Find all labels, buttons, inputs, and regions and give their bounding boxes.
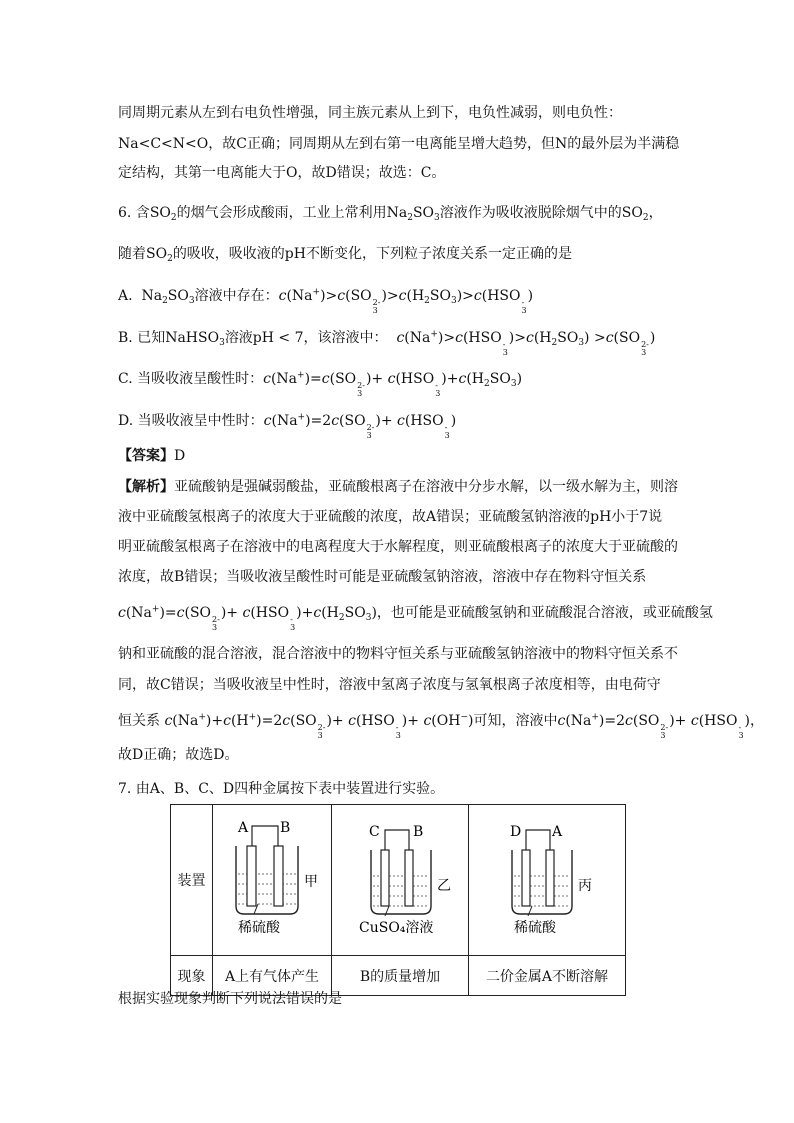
q7-stem: 7. 由A、B、C、D四种金属按下表中装置进行实验。 bbox=[118, 781, 445, 797]
q6-analysis-line-3: 明亚硫酸氢根离子在溶液中的电离程度大于水解程度，则亚硫酸根离子的浓度大于亚硫酸的 bbox=[118, 539, 678, 555]
solution-label: 稀硫酸 bbox=[514, 920, 556, 936]
prev-tail-line-2: Na<C<N<O，故C正确；同周期从左到右第一电离能呈增大趋势，但N的最外层为半满稳 bbox=[118, 136, 680, 152]
beaker-diagram-3 bbox=[470, 806, 624, 954]
q6-analysis-line-6: 钠和亚硫酸的混合溶液，混合溶液中的物料守恒关系与亚硫酸氢钠溶液中的物料守恒关系不 bbox=[118, 646, 678, 662]
q6-option-d: D. 当吸收液呈中性时：c(Na+)=2c(SO 2- 3 )+ c(HSO - 3 ) bbox=[118, 412, 457, 440]
q6-option-c: C. 当吸收液呈酸性时：c(Na+)=c(SO 2- 3 )+ c(HSO - 3 )$+c(H_2SO_3)$ bbox=[118, 370, 523, 398]
phenomenon-cell-3: 二价金属A不断溶解 bbox=[469, 956, 626, 996]
q6-analysis-line-1: 【解析】亚硫酸钠是强碱弱酸盐，亚硫酸根离子在溶液中分步水解，以一级水解为主，则溶 bbox=[118, 479, 678, 495]
q6-option-a: A. $Na_2SO_3$溶液中存在：c(Na+)>c(SO 2- 3 )$>c(H_2SO_3)>c(HSO$ - 3 ) bbox=[118, 287, 534, 315]
apparatus-name: 甲 bbox=[304, 874, 318, 890]
electrode-label-right: A bbox=[552, 824, 563, 840]
q7-experiment-table bbox=[170, 804, 626, 996]
apparatus-cell-2 bbox=[332, 805, 469, 956]
electrode-label-right: B bbox=[413, 824, 424, 840]
apparatus-name: 乙 bbox=[437, 878, 451, 894]
q6-analysis-line-8: 恒关系 c(Na+)+c(H+)=2c(SO 2- 3 )+ c(HSO - 3 )+ c(OH−)可知，溶液中c(Na+)=2c(SO 2- 3 )+ c(HSO - 3 )， bbox=[118, 712, 765, 740]
q6-answer: 【答案】D bbox=[118, 448, 186, 464]
phenomenon-cell-1: A上有气体产生 bbox=[213, 956, 332, 996]
q6-stem-line-2: 随着$SO_2$的吸收，吸收液的pH不断变化，下列粒子浓度关系一定正确的是 bbox=[118, 246, 572, 264]
electrode-label-right: B bbox=[280, 820, 291, 836]
row-header-apparatus: 装置 bbox=[171, 805, 213, 956]
q6-analysis-line-7: 同，故C错误；当吸收液呈中性时，溶液中氢离子浓度与氢氧根离子浓度相等，由电荷守 bbox=[118, 677, 661, 693]
q6-stem-line-1: 6. 含$SO_2$的烟气会形成酸雨，工业上常利用$Na_2SO_3$溶液作为吸收液脱除烟气中的$SO_2$， bbox=[118, 205, 663, 223]
q7-question: 根据实验现象判断下列说法错误的是 bbox=[118, 991, 342, 1007]
apparatus-cell-1 bbox=[213, 805, 332, 956]
prev-tail-line-1: 同周期元素从左到右电负性增强，同主族元素从上到下，电负性减弱，则电负性： bbox=[118, 105, 622, 121]
table-row-apparatus bbox=[171, 805, 626, 956]
electrode-label-left: A bbox=[238, 820, 249, 836]
prev-tail-line-3: 定结构，其第一电离能大于O，故D错误；故选：C。 bbox=[118, 165, 446, 181]
beaker-diagram-2 bbox=[333, 806, 467, 954]
apparatus-name: 丙 bbox=[578, 878, 592, 894]
row-header-phenomena: 现象 bbox=[171, 956, 213, 996]
solution-label: CuSO₄溶液 bbox=[359, 920, 434, 936]
q6-analysis-line-4: 浓度，故B错误；当吸收液呈酸性时可能是亚硫酸氢钠溶液，溶液中存在物料守恒关系 bbox=[118, 569, 647, 585]
q6-analysis-line-9: 故D正确；故选D。 bbox=[118, 747, 239, 763]
electrode-label-left: C bbox=[369, 824, 380, 840]
q6-option-b: B. 已知NaHSO$_3$溶液pH < 7，该溶液中： c(Na+)>c(HSO - 3 )$>c(H_2SO_3) >c(SO$ 2- 3 ) bbox=[118, 329, 656, 357]
q6-analysis-line-2: 液中亚硫酸氢根离子的浓度大于亚硫酸的浓度，故A错误；亚硫酸氢钠溶液的pH小于7说 bbox=[118, 509, 663, 525]
solution-label: 稀硫酸 bbox=[238, 920, 280, 936]
electrode-label-left: D bbox=[510, 824, 522, 840]
q6-analysis-line-5: c(Na+)=c(SO 2- 3 )+ c(HSO - 3 )$+c(H_2SO_3)$，也可能是亚硫酸氢钠和亚硫酸混合溶液，或亚硫酸氢 bbox=[118, 604, 713, 632]
apparatus-cell-3 bbox=[469, 805, 626, 956]
phenomenon-cell-2: B的质量增加 bbox=[332, 956, 469, 996]
beaker-diagram-1 bbox=[214, 806, 330, 954]
